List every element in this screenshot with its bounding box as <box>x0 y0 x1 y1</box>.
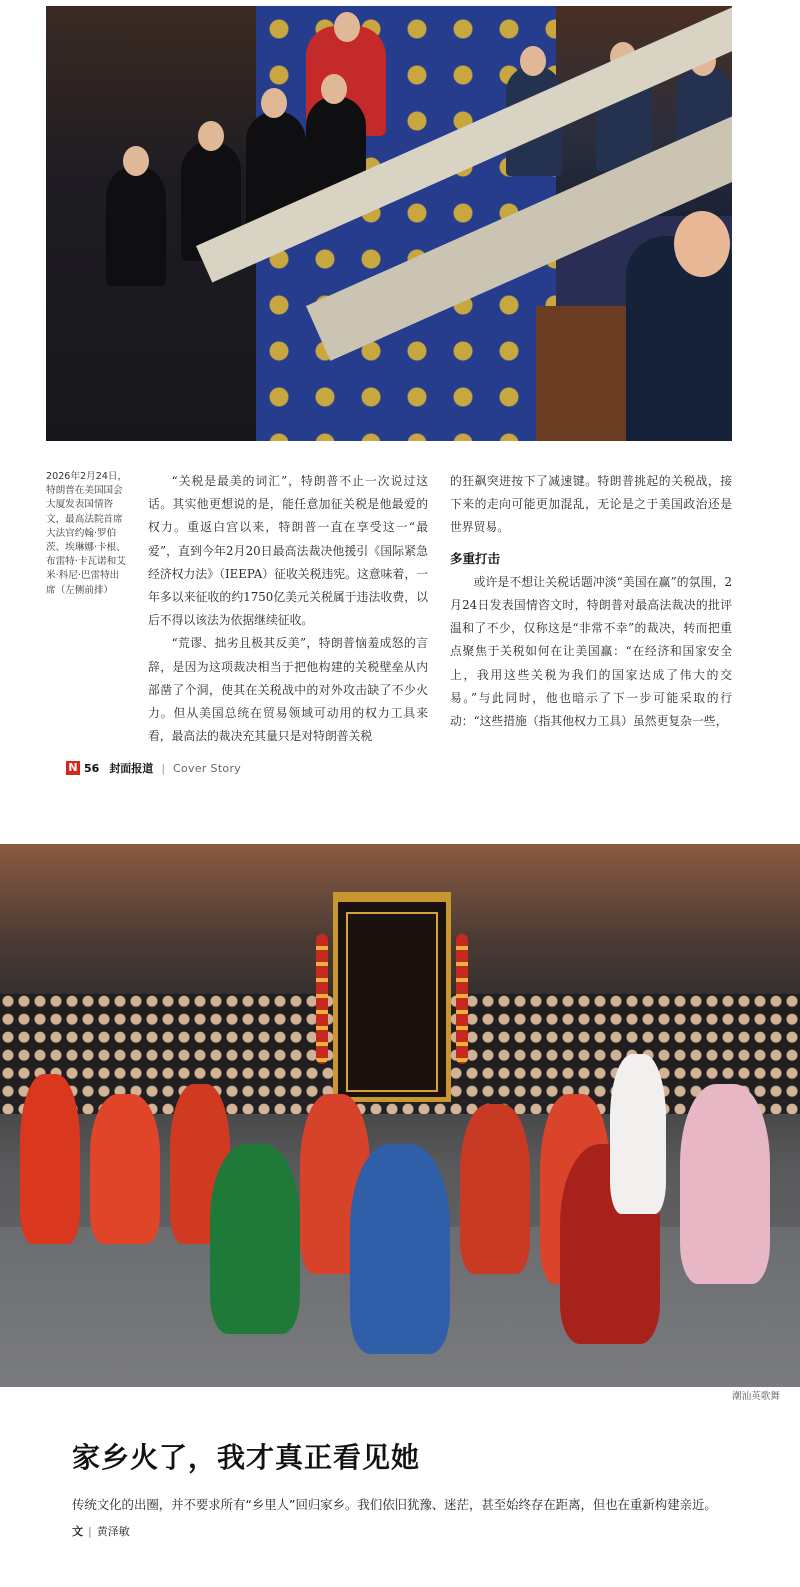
magazine-logo-icon: N <box>66 761 80 775</box>
folio-divider: | <box>161 761 166 775</box>
photo-caption: 2026年2月24日，特朗普在美国国会大厦发表国情咨文，最高法院首席大法官约翰·罗伯茨、埃琳娜·卡根、布雷特·卡瓦诺和艾米·科尼·巴雷特出席（左侧前排） <box>46 471 128 596</box>
feature-deck: 传统文化的出圈，并不要求所有“乡里人”回归家乡。我们依旧犹豫、迷茫，甚至始终存在距离，但也在重新构建亲近。 <box>72 1497 717 1512</box>
section-subhead: 多重打击 <box>450 550 501 566</box>
page-folio <box>66 760 241 776</box>
article-paragraph: “荒谬、拙劣且极其反美”，特朗普恼羞成怒的言辞，是因为这项裁决相当于把他构建的关税壁垒从内部凿了个洞，使其在关税战中的对外攻击缺了不少火力。但从美国总统在贸易领域可动用的权力工具来看，最高法的裁决充其量只是对特朗普关税 <box>148 636 428 744</box>
page-number: 56 <box>84 761 100 775</box>
author-name: 黄泽敏 <box>96 1525 130 1538</box>
procession-banner <box>333 892 451 1102</box>
article-column-2 <box>450 470 732 733</box>
article-paragraph: “关税是最美的词汇”，特朗普不止一次说过这话。其实他更想说的是，能任意加征关税是他最爱的权力。重返白宫以来，特朗普一直在享受这一“最爱”，直到今年2月20日最高法裁决他援引《国际紧急经济权力法》（IEEPA）征收关税违宪。这意味着，一年多以来征收的约1750亿美元关税属于违法收费，以后不得以该法为依据继续征收。 <box>148 474 428 628</box>
state-of-union-photo <box>46 6 732 441</box>
byline-label: 文 <box>72 1525 83 1538</box>
article-paragraph: 或许是不想让关税话题冲淡“美国在赢”的氛围，2月24日发表国情咨文时，特朗普对最高法裁决的批评温和了不少，仅称这是“非常不幸”的裁决，转而把重点聚焦于关税如何在让美国赢：“在经济和国家安全上，我用这些关税为我们的国家达成了伟大的交易。”与此同时，他也暗示了下一步可能采取的行动：“这些措施（指其他权力工具）虽然更复杂一些， <box>450 574 732 729</box>
article-paragraph: 的狂飙突进按下了减速键。特朗普挑起的关税战，接下来的走向可能更加混乱，无论是之于美国政治还是世界贸易。 <box>450 474 732 535</box>
section-name: 封面报道 <box>109 762 154 775</box>
feature-headline: 家乡火了，我才真正看见她 <box>72 1441 421 1474</box>
article-column-1 <box>148 470 428 748</box>
photo-credit: 潮汕英歌舞 <box>732 1391 780 1402</box>
yingge-dance-photo <box>0 844 800 1387</box>
byline <box>72 1523 130 1539</box>
byline-divider: | <box>88 1525 92 1538</box>
section-name-en: Cover Story <box>173 761 242 775</box>
